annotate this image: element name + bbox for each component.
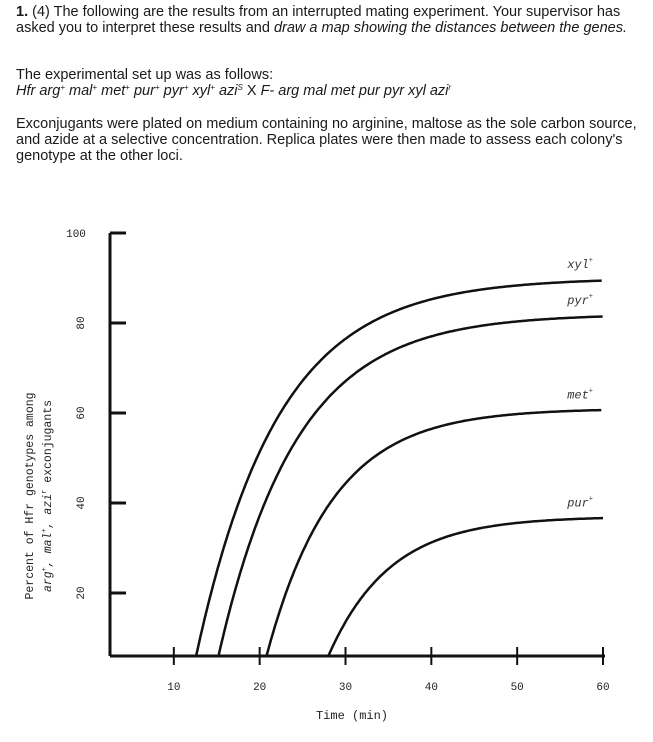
y-tick-label: 40 <box>76 496 88 510</box>
series-label-xyl: xyl+ <box>567 257 593 272</box>
x-tick-label: 40 <box>424 682 438 694</box>
series-label-pur: pur+ <box>567 495 593 511</box>
y-tick-label: 80 <box>76 316 88 330</box>
y-tick-label: 60 <box>76 406 88 420</box>
y-axis-label <box>24 392 55 599</box>
question-points: (4) <box>32 4 50 20</box>
x-tick-label: 30 <box>338 682 353 694</box>
y-axis-label-line2: arg+, mal+, azi$^r$ exconjugants <box>41 399 55 593</box>
y-tick-label: 100 <box>66 229 86 241</box>
x-axis-label: Time (min) <box>315 709 389 723</box>
x-tick-label: 10 <box>167 682 181 694</box>
question-number: 1. <box>16 4 29 20</box>
hfr-genotype: Hfr arg+ mal+ met+ pur+ pyr+ xyl+ azi$^S$ <box>16 83 243 99</box>
curve-xyl <box>196 281 602 656</box>
recipient-genotype: F- arg mal met pur pyr xyl azi$^r$ <box>260 83 452 99</box>
question-intro-text: The following are the results from an interrupted mating experiment. Your supervisor has asked you to interpret these results and <box>16 4 621 36</box>
x-tick-label: 20 <box>253 682 267 694</box>
x-tick-label: 50 <box>510 682 524 694</box>
curve-pyr <box>219 317 603 657</box>
series-label-met: met+ <box>567 387 593 403</box>
methods-text: Exconjugants were plated on medium containing no arginine, maltose as the sole carbon source, and azide at a selective concentration. Replica plates were then made to assess each colony's genotype at the other loci. <box>16 116 637 164</box>
curve-met <box>267 410 602 656</box>
curve-pur <box>328 518 603 656</box>
y-axis-label-line1: Percent of Hfr genotypes among <box>24 392 37 600</box>
cross-symbol: X <box>246 83 257 99</box>
question-task: draw a map showing the distances between the genes. <box>273 20 627 36</box>
series-label-pyr: pyr+ <box>567 293 593 308</box>
y-tick-label: 20 <box>76 586 88 600</box>
setup-label: The experimental set up was as follows: <box>16 67 274 83</box>
x-tick-label: 60 <box>596 682 610 694</box>
